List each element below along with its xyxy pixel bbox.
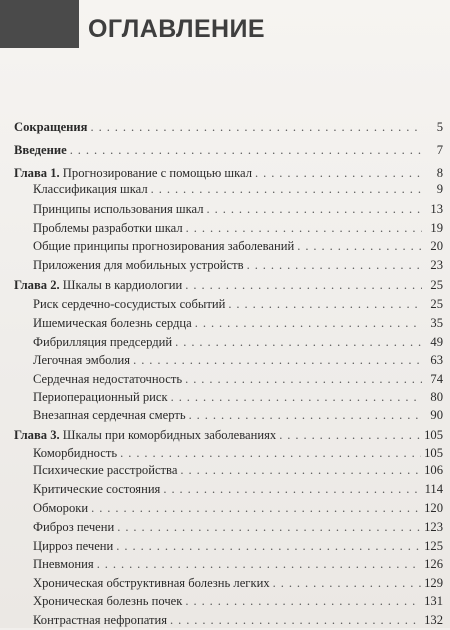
- toc-page-number: 9: [436, 182, 443, 196]
- dot-leader: [91, 121, 423, 134]
- toc-page-number: 7: [436, 143, 443, 157]
- toc-entry-label: [33, 502, 88, 515]
- toc-entry-label: [33, 373, 182, 386]
- dot-leader: [195, 317, 422, 330]
- toc-entry[interactable]: [33, 298, 443, 314]
- toc-entry[interactable]: [33, 447, 443, 463]
- toc-page-number: 74: [430, 372, 443, 386]
- dot-leader: [207, 203, 422, 216]
- toc-page-number: 125: [424, 539, 443, 553]
- toc-entry-text: Пневмония: [33, 557, 94, 571]
- dot-leader: [185, 595, 421, 608]
- toc-entry-label: [33, 577, 270, 590]
- dot-leader: [273, 577, 421, 590]
- toc-entry[interactable]: [33, 240, 443, 256]
- toc-entry[interactable]: [33, 595, 443, 611]
- toc-entry-bold-label: Глава 1.: [14, 166, 60, 180]
- toc-entry-bold-label: Глава 3.: [14, 428, 60, 442]
- toc-entry[interactable]: [33, 373, 443, 389]
- toc-entry-label: [33, 183, 148, 196]
- toc-entry-label: [33, 317, 192, 330]
- toc-entry[interactable]: [33, 259, 443, 275]
- toc-entry-bold-label: Глава 2.: [14, 278, 60, 292]
- toc-entry-text: Цирроз печени: [33, 539, 114, 553]
- toc-page-number: 35: [430, 316, 443, 330]
- toc-entry-label: [33, 558, 94, 571]
- toc-entry-label: [14, 144, 67, 157]
- toc-entry[interactable]: [14, 167, 443, 183]
- dot-leader: [116, 540, 421, 553]
- dot-leader: [117, 521, 421, 534]
- dot-leader: [185, 373, 422, 386]
- toc-entry-bold-label: Сокращения: [14, 120, 88, 134]
- toc-page-number: 105: [424, 446, 443, 460]
- dot-leader: [185, 279, 422, 292]
- toc-entry-text: Обмороки: [33, 501, 89, 515]
- toc-entry[interactable]: [33, 183, 443, 199]
- toc-entry-label: [14, 167, 252, 180]
- dot-leader: [171, 391, 422, 404]
- toc-entry-label: [33, 447, 117, 460]
- dot-leader: [186, 222, 422, 235]
- toc-page-number: 131: [424, 594, 443, 608]
- toc-page-number: 123: [424, 520, 443, 534]
- toc-entry[interactable]: [33, 354, 443, 370]
- toc-entry-text: Ишемическая болезнь сердца: [33, 316, 192, 330]
- toc-entry-text: Легочная эмболия: [33, 353, 131, 367]
- toc-entry[interactable]: [33, 464, 443, 480]
- dot-leader: [151, 183, 422, 196]
- toc-entry[interactable]: [33, 577, 443, 593]
- toc-entry[interactable]: [33, 222, 443, 238]
- toc-page-number: 80: [430, 390, 443, 404]
- toc-entry-text: Фибрилляция предсердий: [33, 335, 173, 349]
- toc-entry-text: Сердечная недостаточность: [33, 372, 183, 386]
- toc-entry-text: Фиброз печени: [33, 520, 115, 534]
- toc-entry-label: [33, 391, 168, 404]
- toc-entry[interactable]: [33, 336, 443, 352]
- toc-page-number: 106: [424, 463, 443, 477]
- toc-page-number: 25: [430, 297, 443, 311]
- toc-entry-text: Риск сердечно-сосудистых событий: [33, 297, 226, 311]
- dot-leader: [228, 298, 422, 311]
- toc-entry-label: [33, 464, 177, 477]
- toc-entry-text: Коморбидность: [33, 446, 118, 460]
- toc-entry-text: Шкалы в кардиологии: [59, 278, 183, 292]
- toc-entry-label: [33, 240, 294, 253]
- toc-entry[interactable]: [33, 502, 443, 518]
- toc-entry-text: Прогнозирование с помощью шкал: [59, 166, 252, 180]
- dot-leader: [170, 614, 421, 627]
- toc-entry[interactable]: [14, 429, 443, 445]
- toc-page-number: 13: [430, 202, 443, 216]
- toc-entry-text: Контрастная нефропатия: [33, 613, 167, 627]
- dot-leader: [91, 502, 421, 515]
- toc-entry-text: Критические состояния: [33, 482, 161, 496]
- toc-entry[interactable]: [33, 317, 443, 333]
- toc-entry-bold-label: Введение: [14, 143, 67, 157]
- toc-entry-label: [33, 222, 183, 235]
- dot-leader: [120, 447, 421, 460]
- toc-entry-label: [14, 429, 276, 442]
- toc-entry-text: Классификация шкал: [33, 182, 148, 196]
- header-block: [0, 0, 79, 48]
- toc-entry-label: [33, 336, 172, 349]
- toc-entry-label: [33, 614, 167, 627]
- toc-page-number: 8: [436, 166, 443, 180]
- toc-page-number: 129: [424, 576, 443, 590]
- toc-entry[interactable]: [14, 279, 443, 295]
- toc-entry-label: [33, 354, 130, 367]
- toc-page-number: 105: [424, 428, 443, 442]
- toc-page-number: 19: [430, 221, 443, 235]
- toc-entry-text: Хроническая обструктивная болезнь легких: [33, 576, 270, 590]
- toc-entry[interactable]: [33, 558, 443, 574]
- page-title: ОГЛАВЛЕНИЕ: [88, 15, 265, 43]
- toc-entry-text: Психические расстройства: [33, 463, 178, 477]
- toc-page-number: 63: [430, 353, 443, 367]
- dot-leader: [133, 354, 422, 367]
- toc-entry-text: Принципы использования шкал: [33, 202, 204, 216]
- dot-leader: [255, 167, 422, 180]
- dot-leader: [279, 429, 421, 442]
- toc-entry-label: [33, 203, 204, 216]
- toc-entry[interactable]: [33, 409, 443, 425]
- dot-leader: [70, 144, 422, 157]
- toc-page-number: 90: [430, 408, 443, 422]
- toc-entry-text: Общие принципы прогнозирования заболеваний: [33, 239, 295, 253]
- toc-page-number: 126: [424, 557, 443, 571]
- toc-entry[interactable]: [33, 391, 443, 407]
- toc-page-number: 114: [424, 482, 443, 496]
- toc-entry[interactable]: [14, 144, 443, 160]
- toc-entry[interactable]: [14, 121, 443, 137]
- toc-entry[interactable]: [33, 521, 443, 537]
- toc-entry-label: [33, 409, 186, 422]
- dot-leader: [189, 409, 422, 422]
- toc-entry[interactable]: [33, 203, 443, 219]
- dot-leader: [175, 336, 422, 349]
- toc-entry-text: Внезапная сердечная смерть: [33, 408, 186, 422]
- toc-entry-label: [33, 595, 182, 608]
- toc-entry-label: [14, 279, 182, 292]
- dot-leader: [163, 483, 421, 496]
- toc-entry-text: Хроническая болезнь почек: [33, 594, 183, 608]
- toc-page-number: 49: [430, 335, 443, 349]
- toc-page-number: 25: [430, 278, 443, 292]
- toc-entry-text: Периоперационный риск: [33, 390, 168, 404]
- toc-page-number: 120: [424, 501, 443, 515]
- toc-entry-label: [33, 521, 114, 534]
- dot-leader: [180, 464, 421, 477]
- toc-page-number: 20: [430, 239, 443, 253]
- toc-entry[interactable]: [33, 483, 443, 499]
- dot-leader: [297, 240, 422, 253]
- toc-entry-text: Проблемы разработки шкал: [33, 221, 183, 235]
- toc-page-number: 132: [424, 613, 443, 627]
- toc-entry-label: [33, 259, 244, 272]
- toc-entry-label: [14, 121, 88, 134]
- toc-entry[interactable]: [33, 540, 443, 556]
- toc-page-number: 23: [430, 258, 443, 272]
- toc-entry-label: [33, 298, 225, 311]
- toc-entry-text: Шкалы при коморбидных заболеваниях: [59, 428, 277, 442]
- toc-entry-text: Приложения для мобильных устройств: [33, 258, 244, 272]
- toc-page-number: 5: [436, 120, 443, 134]
- dot-leader: [247, 259, 422, 272]
- dot-leader: [97, 558, 421, 571]
- toc-entry-label: [33, 483, 160, 496]
- toc-entry-label: [33, 540, 113, 553]
